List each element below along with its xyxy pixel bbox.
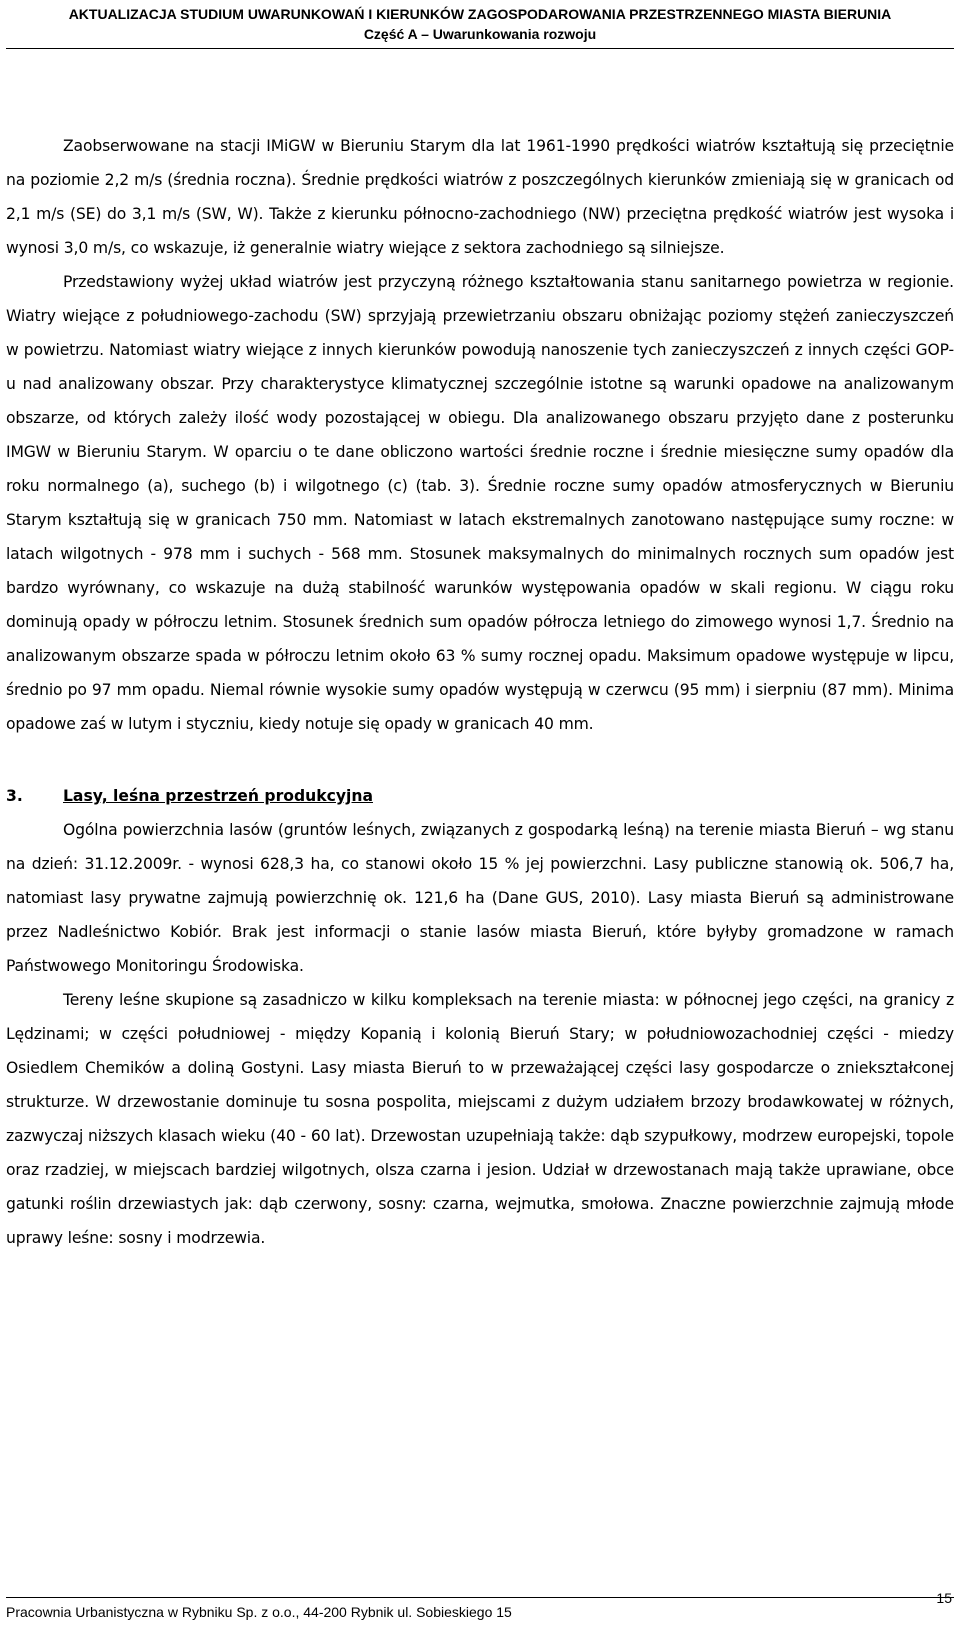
header-title: AKTUALIZACJA STUDIUM UWARUNKOWAŃ I KIERUNKÓW ZAGOSPODAROWANIA PRZESTRZENNEGO MIASTA BIERUNIA	[68, 6, 892, 22]
document-body	[6, 129, 954, 1255]
footer-divider	[6, 1597, 954, 1598]
page-number: 15	[936, 1590, 952, 1606]
header-subtitle: Część A – Uwarunkowania rozwoju	[363, 26, 597, 42]
page-header	[0, 4, 960, 44]
section-title: Lasy, leśna przestrzeń produkcyjna	[63, 787, 373, 805]
paragraph-forest-area: Ogólna powierzchnia lasów (gruntów leśnych, związanych z gospodarką leśną) na terenie miasta Bieruń – wg stanu na dzień: 31.12.2009r. - wynosi 628,3 ha, co stanowi około 15 % jej powierzchni. Lasy publiczne stanowią ok. 506,7 ha, natomiast lasy prywatne zajmują powierzchnię ok. 121,6 ha (Dane GUS, 2010). Lasy miasta Bieruń są administrowane przez Nadleśnictwo Kobiór. Brak jest informacji o stanie lasów miasta Bieruń, które byłyby gromadzone w ramach Państwowego Monitoringu Środowiska.	[6, 821, 954, 975]
header-divider	[6, 48, 954, 49]
paragraph-forest-complexes: Tereny leśne skupione są zasadniczo w kilku kompleksach na terenie miasta: w północnej jego części, na granicy z Lędzinami; w części południowej - między Kopanią i kolonią Bieruń Stary; w południowozachodniej części - miedzy Osiedlem Chemików a doliną Gostyni. Lasy miasta Bieruń to w przeważającej części lasy gospodarcze o zniekształconej strukturze. W drzewostanie dominuje tu sosna pospolita, miejscami z dużym udziałem brzozy brodawkowatej w różnych, zazwyczaj niższych klasach wieku (40 - 60 lat). Drzewostan uzupełniają także: dąb szypułkowy, modrzew europejski, topole oraz rzadziej, w miejscach bardziej wilgotnych, olsza czarna i jesion. Udział w drzewostanach mają także uprawiane, obce gatunki roślin drzewiastych jak: dąb czerwony, sosny: czarna, wejmutka, smołowa. Znaczne powierzchnie zajmują młode uprawy leśne: sosny i modrzewia.	[6, 991, 954, 1247]
section-heading	[6, 779, 954, 813]
footer-company: Pracownia Urbanistyczna w Rybniku Sp. z o.o., 44-200 Rybnik ul. Sobieskiego 15	[6, 1604, 512, 1620]
section-number: 3.	[6, 787, 23, 805]
paragraph-wind-speeds: Zaobserwowane na stacji IMiGW w Bieruniu Starym dla lat 1961-1990 prędkości wiatrów kształtują się przeciętnie na poziomie 2,2 m/s (średnia roczna). Średnie prędkości wiatrów z poszczególnych kierunków zmieniają się w granicach od 2,1 m/s (SE) do 3,1 m/s (SW, W). Także z kierunku północno-zachodniego (NW) przeciętna prędkość wiatrów jest wysoka i wynosi 3,0 m/s, co wskazuje, iż generalnie wiatry wiejące z sektora zachodniego są silniejsze.	[6, 137, 954, 257]
paragraph-air-quality-precipitation: Przedstawiony wyżej układ wiatrów jest przyczyną różnego kształtowania stanu sanitarnego powietrza w regionie. Wiatry wiejące z południowego-zachodu (SW) sprzyjają przewietrzaniu obszaru obniżając poziomy stężeń zanieczyszczeń w powietrzu. Natomiast wiatry wiejące z innych kierunków powodują nanoszenie tych zanieczyszczeń z innych części GOP-u nad analizowany obszar. Przy charakterystyce klimatycznej szczególnie istotne są warunki opadowe na analizowanym obszarze, od których zależy ilość wody pozostającej w obiegu. Dla analizowanego obszaru przyjęto dane z posterunku IMGW w Bieruniu Starym. W oparciu o te dane obliczono wartości średnie roczne i średnie miesięczne sumy opadów dla roku normalnego (a), suchego (b) i wilgotnego (c) (tab. 3). Średnie roczne sumy opadów atmosferycznych w Bieruniu Starym kształtują się w granicach 750 mm. Natomiast w latach ekstremalnych zanotowano następujące sumy roczne: w latach wilgotnych - 978 mm i suchych - 568 mm. Stosunek maksymalnych do minimalnych rocznych sum opadów jest bardzo wyrównany, co wskazuje na dużą stabilność warunków występowania opadów w skali regionu. W ciągu roku dominują opady w półroczu letnim. Stosunek średnich sum opadów półrocza letniego do zimowego wynosi 1,7. Średnio na analizowanym obszarze spada w półroczu letnim około 63 % sumy rocznej opadu. Maksimum opadowe występuje w lipcu, średnio po 97 mm opadu. Niemal równie wysokie sumy opadów występują w czerwcu (95 mm) i sierpniu (87 mm). Minima opadowe zaś w lutym i styczniu, kiedy notuje się opady w granicach 40 mm.	[6, 273, 954, 733]
